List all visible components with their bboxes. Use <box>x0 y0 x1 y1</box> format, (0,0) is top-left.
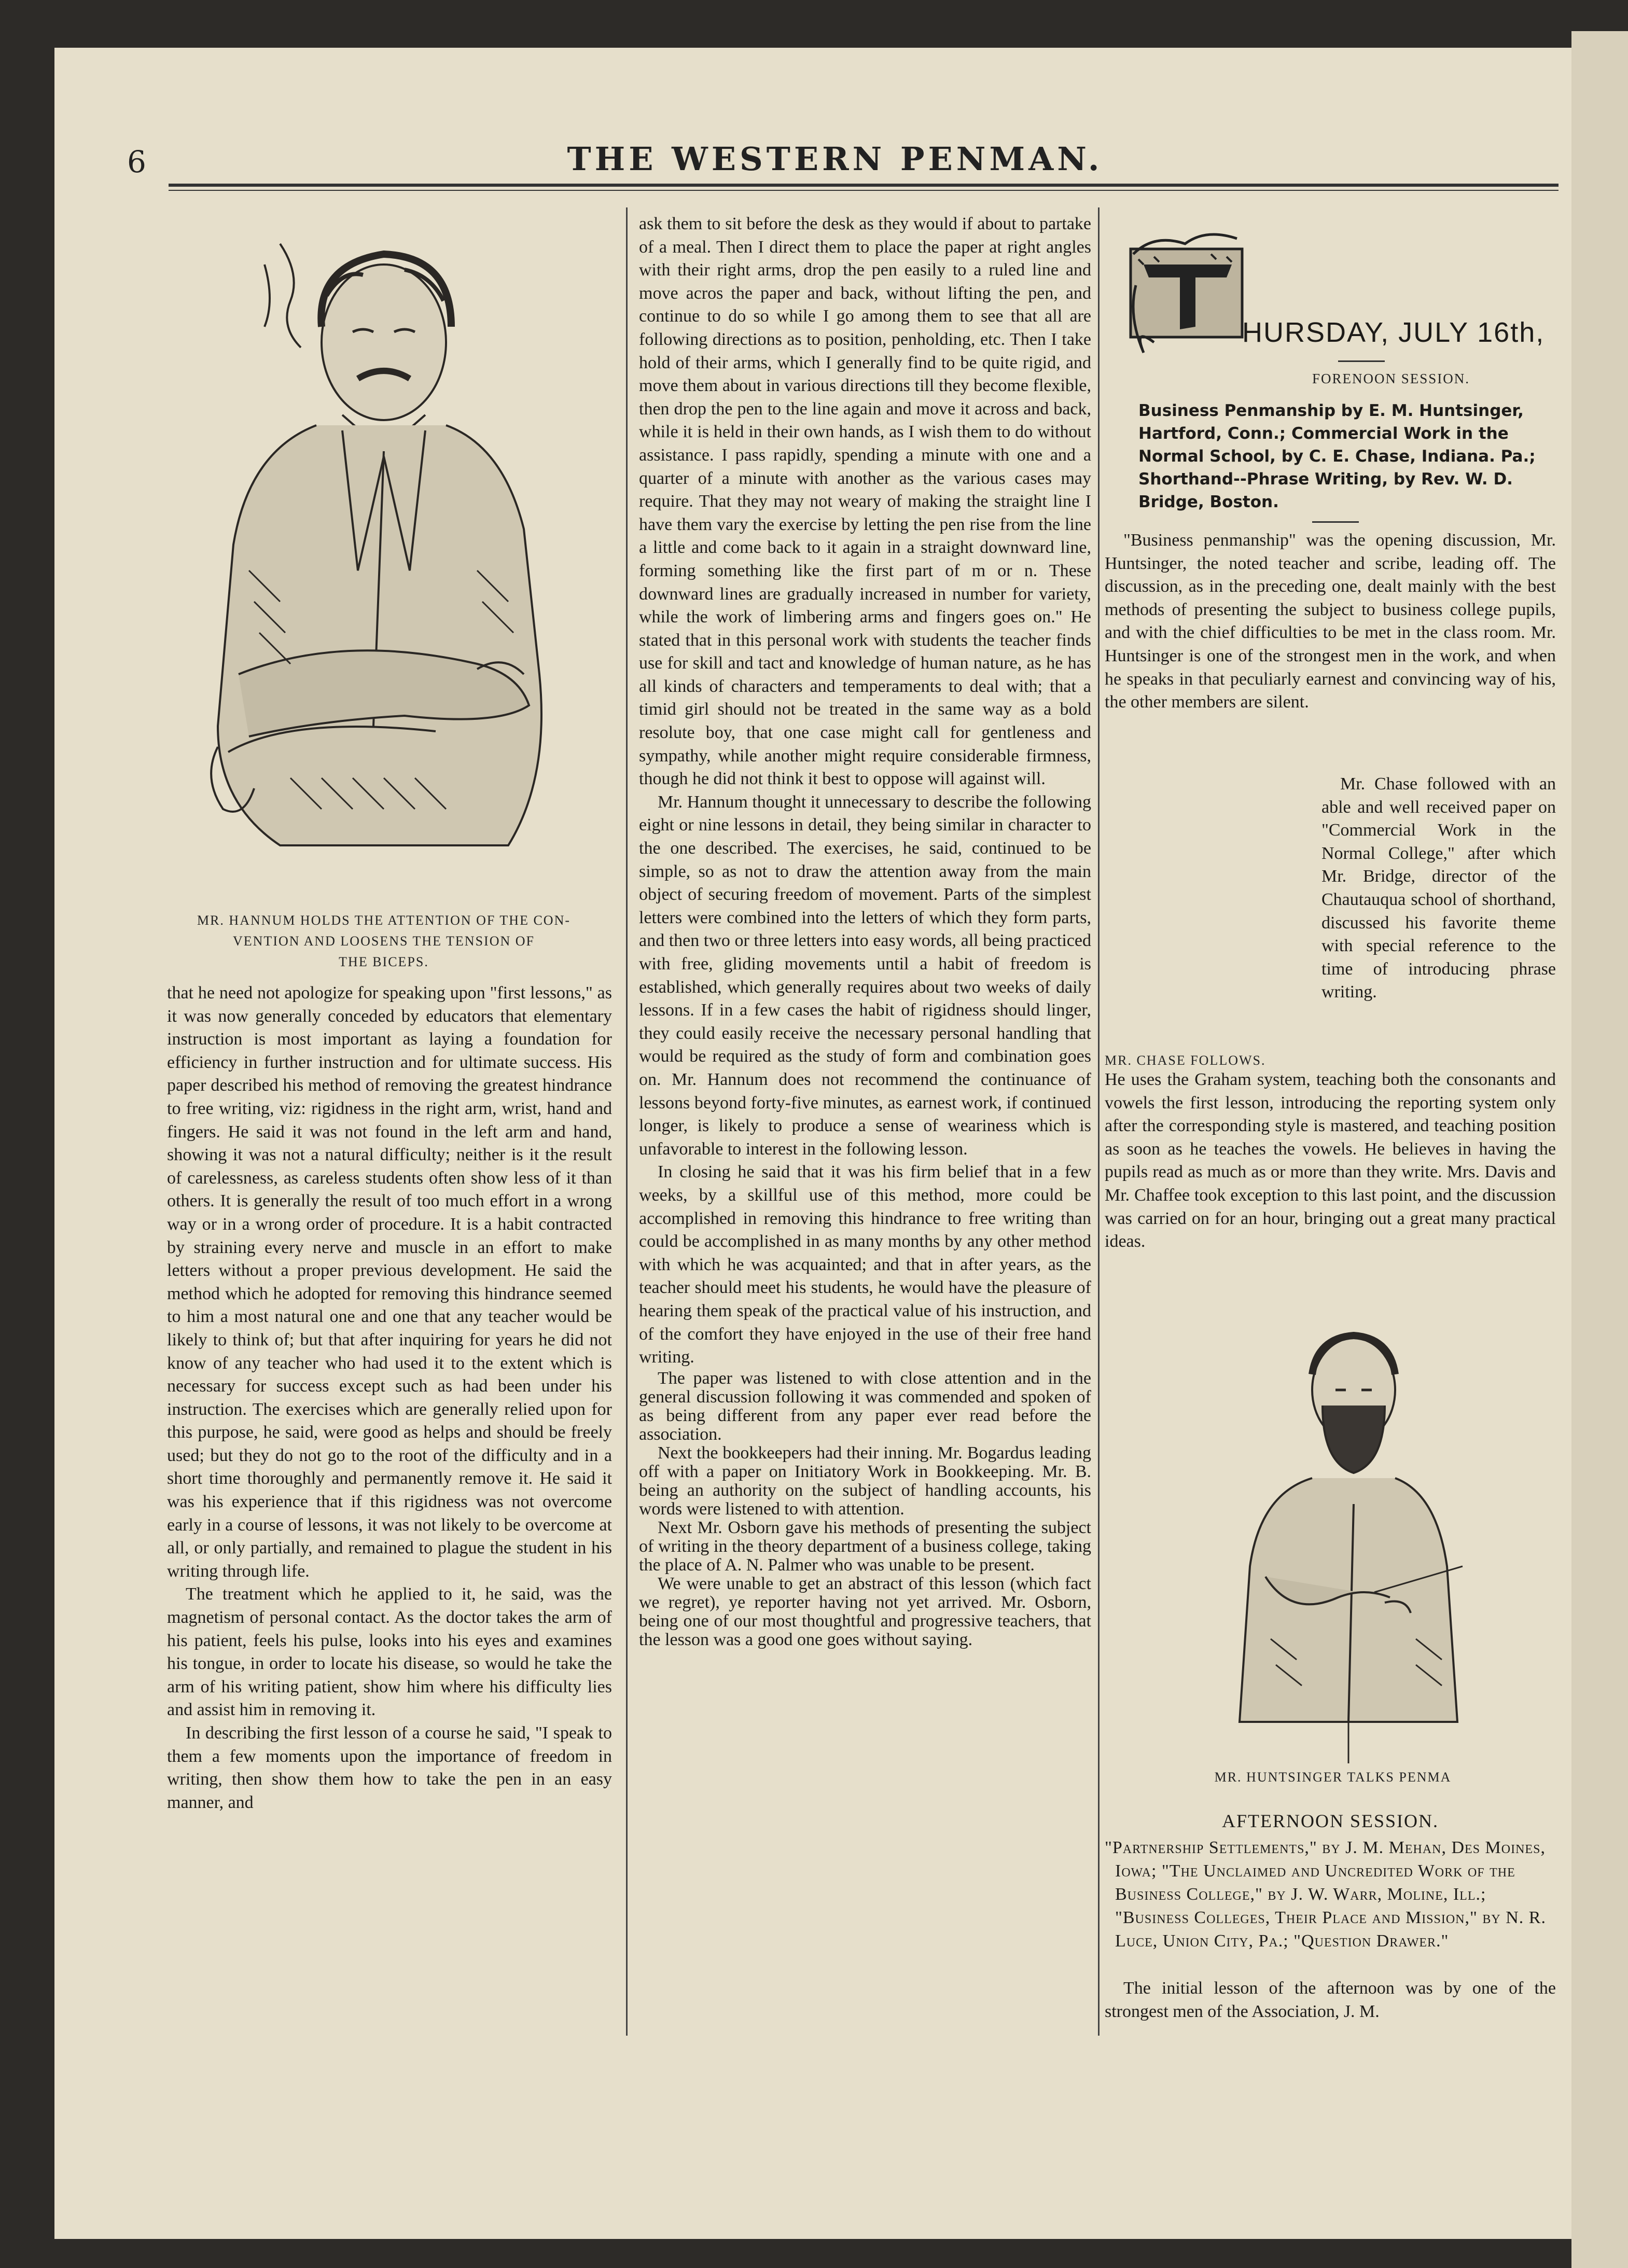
heading-rule <box>1338 360 1385 362</box>
header-rule-thick <box>169 184 1559 187</box>
column-3-final-text <box>1105 1977 1556 2023</box>
col3-paragraph: He uses the Graham system, teaching both the consonants and vowels the first lesson, introducing the reporting system only after the corresponding style is mastered, and teaching position as soon as he teaches the vowels. He believes in having the pupils read as much as or more than they write. Mrs. Davis and Mr. Chaffee took exception to this last point, and the discussion was carried on for an hour, bringing out a great many practical ideas. <box>1105 1070 1556 1251</box>
ornamental-initial-t-icon <box>1123 223 1250 363</box>
col2-paragraph: Next the bookkeepers had their inning. Mr. Bogardus leading off with a paper on Initiatory Work in Bookkeeping. Mr. B. being an authority on the subject of handling accounts, his words were listened to with attention. <box>639 1443 1091 1519</box>
column-2-text <box>639 213 1091 1649</box>
hannum-portrait-icon <box>187 207 581 897</box>
hannum-caption-line1: MR. HANNUM HOLDS THE ATTENTION OF THE CON- <box>197 913 571 928</box>
page-number: 6 <box>127 144 146 179</box>
column-3-text <box>1105 529 1556 714</box>
huntsinger-portrait-icon <box>1219 1328 1478 1774</box>
col3-paragraph: Mr. Chase followed with an able and well received paper on "Commercial Work in the Normal College," after which Mr. Bridge, director of the Chautauqua school of shorthand, discussed his favorite theme with special reference to the time of introducing phrase writing. <box>1321 774 1556 1002</box>
adjacent-page-edge <box>1571 31 1628 2268</box>
hannum-caption-line3: THE BICEPS. <box>339 954 429 969</box>
forenoon-program-text: Business Penmanship by E. M. Huntsinger, Hartford, Conn.; Commercial Work in the Normal School, by C. E. Chase, Indiana. Pa.; Shorthand--Phrase Writing, by Rev. W. D. Bridge, Boston. <box>1138 401 1536 511</box>
hannum-caption-line2: VENTION AND LOOSENS THE TENSION OF <box>233 934 535 949</box>
col2-paragraph: We were unable to get an abstract of this lesson (which fact we regret), ye reporter having not yet arrived. Mr. Osborn, being one of our most thoughtful and progressive teachers, that the lesson was a good one goes without saying. <box>639 1574 1091 1649</box>
chase-caption: MR. CHASE FOLLOWS. <box>1105 1053 1266 1068</box>
masthead-title <box>0 140 1571 178</box>
afternoon-program <box>1105 1836 1556 1953</box>
column-1-text <box>167 982 612 1814</box>
hannum-caption <box>166 910 602 972</box>
col3-paragraph: The initial lesson of the afternoon was by one of the strongest men of the Association, J. M. <box>1105 1979 1556 2021</box>
col1-paragraph: The treatment which he applied to it, he said, was the magnetism of personal contact. As the doctor takes the arm of his patient, feels his pulse, looks into his eyes and examines his tongue, in order to locate his disease, so would he take the arm of his writing patient, show him where his difficulty lies and assist him in removing it. <box>167 1584 612 1720</box>
heading-rule <box>1312 521 1359 523</box>
afternoon-program-text: "Partnership Settlements," by J. M. Mehan, Des Moines, Iowa; "The Unclaimed and Uncredited Work of the Business College," by J. W. Warr, Moline, Ill.; "Business Colleges, Their Place and Mission," by N. R. Luce, Union City, Pa.; "Question Drawer." <box>1105 1838 1546 1951</box>
col2-paragraph: Mr. Hannum thought it unnecessary to describe the following eight or nine lessons in detail, they being similar in character to the one described. The exercises, he said, continued to be simple, so as not to draw the attention away from the main object of securing freedom of movement. Parts of the simplest letters were combined into the letters of which they form parts, and then two or three letters into easy words, all being practiced with free, gliding movements until a habit of freedom is established, which generally requires about two weeks of daily lessons. If in a few cases the habit of rigidness should linger, they could easily receive the necessary personal handling that would be required as the study of form and combination goes on. Mr. Hannum does not recommend the continuance of lessons beyond forty-five minutes, as earnest work, if continued longer, is likely to produce a sense of weariness which is unfavorable to interest in the following lesson. <box>639 792 1091 1159</box>
col2-paragraph: In closing he said that it was his firm belief that in a few weeks, by a skillful use of this method, more could be accomplished in removing this hindrance to free writing than could be accomplished in as many months by any other method with which he was acquainted; and that in after years, as the teacher should meet his students, he would have the pleasure of hearing them speak of the practical value of his instruction, and of the comfort they have enjoyed in the use of their free hand writing. <box>639 1162 1091 1367</box>
header-rule-thin <box>169 190 1559 191</box>
column-divider <box>1098 207 1100 2036</box>
column-3-chase-text <box>1321 773 1556 1004</box>
col1-paragraph: In describing the first lesson of a course he said, "I speak to them a few moments upon the importance of freedom in writing, then show them how to take the pen in an easy manner, and <box>167 1723 612 1812</box>
col2-paragraph: ask them to sit before the desk as they would if about to partake of a meal. Then I direct them to place the paper at right angles with their right arms, drop the pen easily to a ruled line and move acros the paper and back, without lifting the pen, and continue to do so while I go among them to see that all are following directions as to position, penholding, etc. Then I take hold of their arms, which I generally find to be quite rigid, and move them about in various directions till they become flexible, then drop the pen to the line again and move it across and back, while it is held in their own hands, as I wish them to do without assistance. I pass rapidly, spending a minute with one and a quarter of a minute with another as the various cases may require. That they may not weary of making the straight line I have them vary the exercise by letting the pen rise from the line a little and come back to it again in a straight downward line, forming something like the first part of m or n. These downward lines are gradually increased in number for variety, while the work of limbering arms and fingers goes on." He stated that in this personal work with students the teacher finds use for skill and tact and knowledge of human nature, as he has all kinds of characters and temperaments to deal with; that a timid girl should not be treated in the same way as a bold resolute boy, that one case might call for gentleness and sympathy, while another might require considerable firmness, though he did not think it best to oppose will against will. <box>639 214 1091 789</box>
session-date-heading: HURSDAY, JULY 16th, <box>1242 317 1545 348</box>
afternoon-heading: AFTERNOON SESSION. <box>1221 1811 1439 1831</box>
col3-paragraph: "Business penmanship" was the opening discussion, Mr. Huntsinger, the noted teacher and scribe, leading off. The discussion, as in the preceding one, dealt mainly with the best methods of presenting the subject to business college pupils, and with the chief difficulties to be met in the class room. Mr. Huntsinger is one of the strongest men in the work, and when he speaks in that peculiarly earnest and convincing way of his, the other members are silent. <box>1105 531 1556 712</box>
col1-paragraph: that he need not apologize for speaking upon "first lessons," as it was now generally conceded by educators that elementary instruction is most important as laying a foundation for efficiency in further instruction and for ultimate success. His paper described his method of removing the greatest hindrance to free writing, viz: rigidness in the right arm, wrist, hand and fingers. He said it was not found in the left arm and hand, showing it was not a natural difficulty; neither is it the result of carelessness, as careless students often show less of it than others. It is generally the result of too much effort in a wrong way or in a wrong order of procedure. It is a habit contracted by straining every nerve and muscle in an effort to make letters without a proper previous development. He said the method which he adopted for removing this hindrance seemed to him a most natural one and one that any teacher would be likely to think of; but that after inquiring for years he did not know of any teacher who had used it to the extent which is necessary for success except such as had been under his instruction. The exercises which are generally relied upon for this purpose, he said, were good as helps and should be freely used; but they do not go to the root of the difficulty and in a short time thoroughly and permanently remove it. He said it was his experience that if this rigidness was not overcome early in a course of lessons, it was not likely to be overcome at all, or only partially, and remained to plague the student in his writing through life. <box>167 983 612 1581</box>
masthead-title-text: THE WESTERN PENMAN. <box>567 140 1103 178</box>
forenoon-program <box>1138 399 1553 513</box>
huntsinger-caption: MR. HUNTSINGER TALKS PENMA <box>1214 1770 1452 1785</box>
column-3-cont-text <box>1105 1068 1556 1254</box>
col2-paragraph: Next Mr. Osborn gave his methods of presenting the subject of writing in the theory department of a business college, taking the place of A. N. Palmer who was unable to be present. <box>639 1518 1091 1575</box>
column-divider <box>626 207 628 2036</box>
col2-paragraph: The paper was listened to with close attention and in the general discussion following it was commended and spoken of as being different from any paper ever read before the association. <box>639 1368 1091 1444</box>
forenoon-heading: FORENOON SESSION. <box>1312 371 1470 386</box>
